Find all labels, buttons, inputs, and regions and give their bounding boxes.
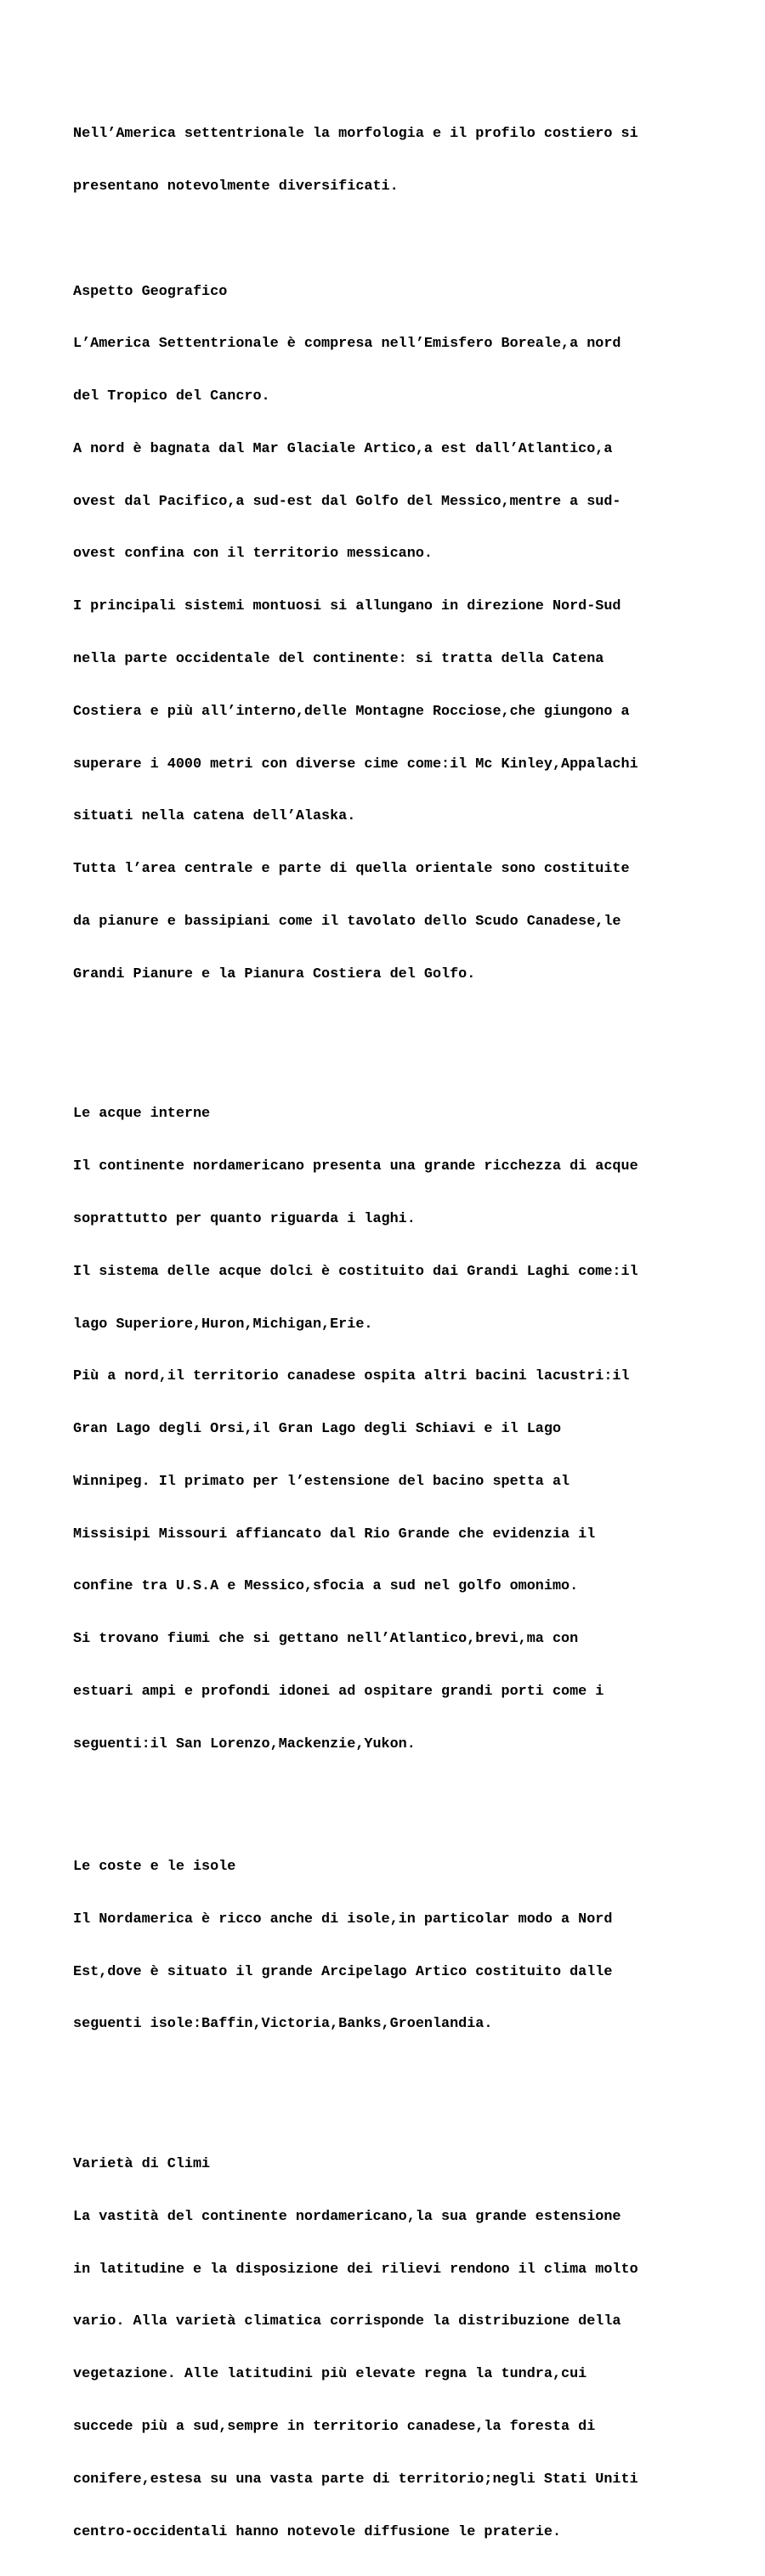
paragraph-line: seguenti isole:Baffin,Victoria,Banks,Groenlandia. bbox=[73, 2016, 493, 2033]
paragraph-line: Gran Lago degli Orsi,il Gran Lago degli Schiavi e il Lago bbox=[73, 1421, 562, 1438]
paragraph-line: Winnipeg. Il primato per l’estensione del bacino spetta al bbox=[73, 1473, 570, 1490]
paragraph-line: superare i 4000 metri con diverse cime come:il Mc Kinley,Appalachi bbox=[73, 756, 638, 773]
section-acque-interne bbox=[73, 1071, 736, 1788]
section-coste-isole bbox=[73, 1824, 736, 2069]
paragraph-line: vegetazione. Alle latitudini più elevate regna la tundra,cui bbox=[73, 2366, 587, 2383]
section-heading: Le coste e le isole bbox=[73, 1858, 236, 1875]
paragraph-line: L’America Settentrionale è compresa nell’Emisfero Boreale,a nord bbox=[73, 336, 621, 353]
intro-line: Nell’America settentrionale la morfologia e il profilo costiero si bbox=[73, 126, 638, 143]
paragraph-line: Est,dove è situato il grande Arcipelago Artico costituito dalle bbox=[73, 1963, 613, 1980]
section-heading: Varietà di Climi bbox=[73, 2156, 211, 2173]
paragraph-line: in latitudine e la disposizione dei rilievi rendono il clima molto bbox=[73, 2261, 638, 2278]
paragraph-line: centro-occidentali hanno notevole diffusione le praterie. bbox=[73, 2523, 562, 2540]
paragraph-line: Grandi Pianure e la Pianura Costiera del Golfo. bbox=[73, 965, 476, 982]
paragraph-line: conifere,estesa su una vasta parte di territorio;negli Stati Uniti bbox=[73, 2471, 638, 2488]
paragraph-line: Il sistema delle acque dolci è costituito dai Grandi Laghi come:il bbox=[73, 1263, 638, 1280]
paragraph-line: Più a nord,il territorio canadese ospita altri bacini lacustri:il bbox=[73, 1368, 630, 1385]
paragraph-line: Il continente nordamericano presenta una grande ricchezza di acque bbox=[73, 1158, 638, 1175]
paragraph-line: estuari ampi e profondi idonei ad ospitare grandi porti come i bbox=[73, 1684, 604, 1701]
paragraph-line: da pianure e bassipiani come il tavolato dello Scudo Canadese,le bbox=[73, 913, 621, 930]
paragraph-line: Il Nordamerica è ricco anche di isole,in particolar modo a Nord bbox=[73, 1911, 613, 1928]
paragraph-line: I principali sistemi montuosi si allungano in direzione Nord-Sud bbox=[73, 598, 621, 615]
paragraph-line: seguenti:il San Lorenzo,Mackenzie,Yukon. bbox=[73, 1735, 416, 1752]
paragraph-line: situati nella catena dell’Alaska. bbox=[73, 808, 356, 825]
paragraph-line: del Tropico del Cancro. bbox=[73, 388, 270, 405]
section-heading: Le acque interne bbox=[73, 1106, 211, 1123]
paragraph-line: Si trovano fiumi che si gettano nell’Atlantico,brevi,ma con bbox=[73, 1631, 579, 1648]
paragraph-line: Costiera e più all’interno,delle Montagne Rocciose,che giungono a bbox=[73, 703, 630, 720]
paragraph-line: Tutta l’area centrale e parte di quella orientale sono costituite bbox=[73, 861, 630, 878]
paragraph-line: vario. Alla varietà climatica corrisponde la distribuzione della bbox=[73, 2313, 621, 2330]
document-page bbox=[73, 91, 736, 2576]
paragraph-line: ovest dal Pacifico,a sud-est dal Golfo del Messico,mentre a sud- bbox=[73, 493, 621, 510]
paragraph-line: lago Superiore,Huron,Michigan,Erie. bbox=[73, 1316, 373, 1333]
section-varieta-climi bbox=[73, 2121, 736, 2576]
paragraph-line: La vastità del continente nordamericano,la sua grande estensione bbox=[73, 2208, 621, 2225]
paragraph-line: Missisipi Missouri affiancato dal Rio Grande che evidenzia il bbox=[73, 1526, 596, 1543]
paragraph-line: soprattutto per quanto riguarda i laghi. bbox=[73, 1211, 416, 1228]
section-heading: Aspetto Geografico bbox=[73, 283, 228, 300]
paragraph-line: confine tra U.S.A e Messico,sfocia a sud nel golfo omonimo. bbox=[73, 1578, 579, 1595]
intro-line: presentano notevolmente diversificati. bbox=[73, 178, 399, 195]
paragraph-line: A nord è bagnata dal Mar Glaciale Artico,a est dall’Atlantico,a bbox=[73, 440, 613, 457]
paragraph-line: ovest confina con il territorio messicano. bbox=[73, 546, 433, 563]
section-aspetto-geografico bbox=[73, 248, 736, 1018]
intro-paragraph bbox=[73, 91, 736, 231]
paragraph-line: succede più a sud,sempre in territorio canadese,la foresta di bbox=[73, 2419, 596, 2435]
paragraph-line: nella parte occidentale del continente: si tratta della Catena bbox=[73, 651, 604, 667]
